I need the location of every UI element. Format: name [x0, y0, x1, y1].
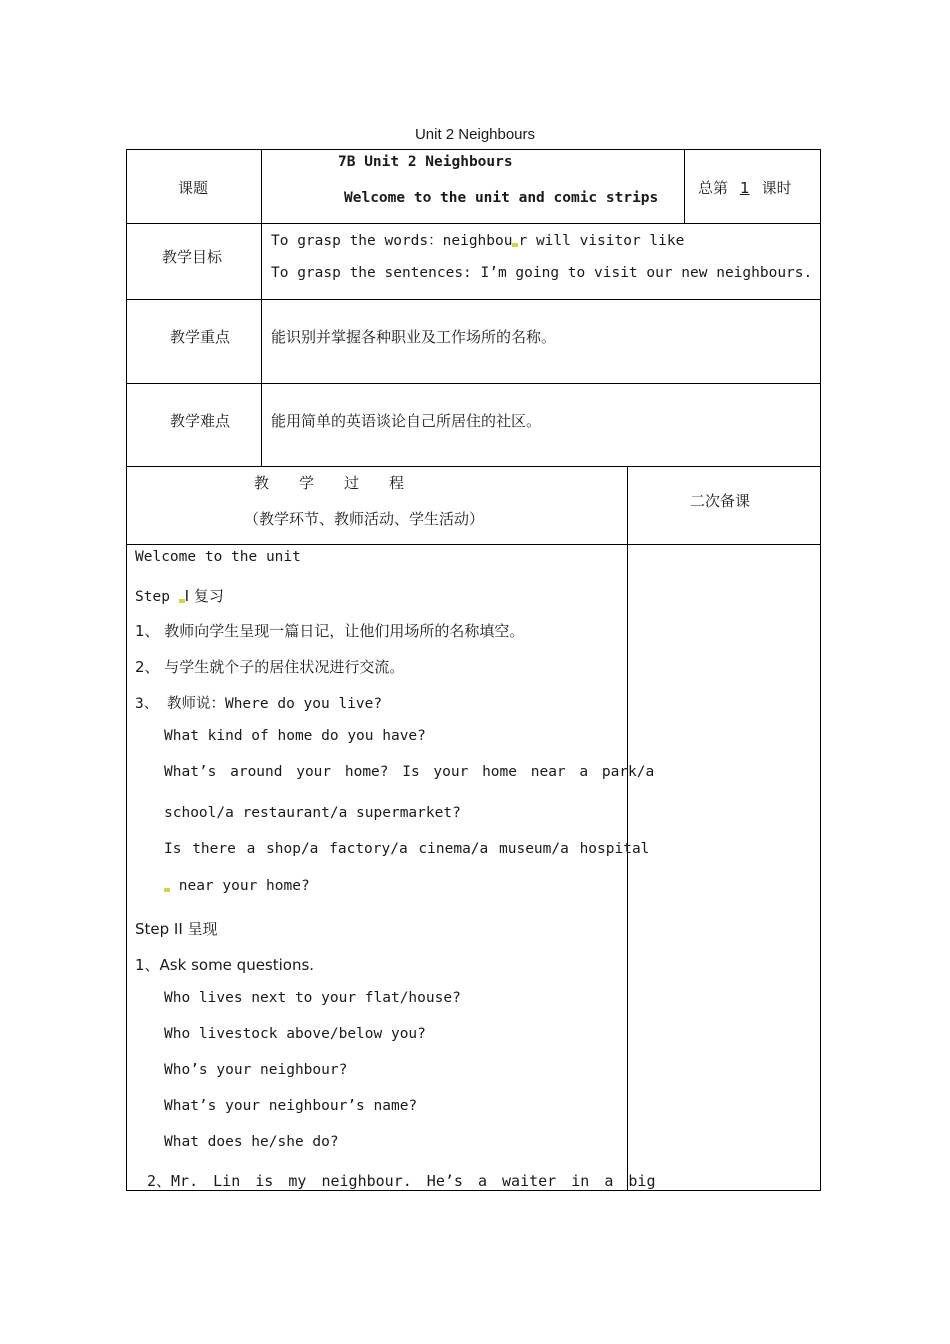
- page-title: Unit 2 Neighbours: [414, 126, 536, 143]
- period-count: 总第 1 课时: [698, 179, 792, 197]
- objectives-words: To grasp the words：neighbou r will visitor like: [271, 233, 685, 249]
- difficulties-label: 教学难点: [170, 412, 231, 430]
- second-prep-heading: 二次备课: [690, 492, 751, 510]
- content-line: 2、Mr. Lin is my neighbour. He’s a waiter in a big: [147, 1172, 656, 1190]
- content-line: school/a restaurant/a supermarket?: [164, 805, 461, 821]
- content-line: near your home?: [164, 878, 310, 894]
- content-line: What’s your neighbour’s name?: [164, 1098, 418, 1114]
- content-line: What’s around your home? Is your home near a park/a: [164, 764, 655, 780]
- content-line: Who livestock above/below you?: [164, 1026, 426, 1042]
- objectives-sentences: To grasp the sentences: I’m going to visit our new neighbours.: [271, 265, 813, 281]
- lesson-subtitle: Welcome to the unit and comic strips: [344, 190, 659, 206]
- content-line: Step I 复习: [135, 587, 224, 605]
- content-line: Is there a shop/a factory/a cinema/a museum/a hospital: [164, 841, 650, 857]
- difficulties-text: 能用简单的英语谈论自己所居住的社区。: [271, 412, 542, 430]
- content-line: Who lives next to your flat/house?: [164, 990, 461, 1006]
- lesson-title: 7B Unit 2 Neighbours: [338, 154, 513, 170]
- key-points-text: 能识别并掌握各种职业及工作场所的名称。: [271, 328, 557, 346]
- content-line: Who’s your neighbour?: [164, 1062, 348, 1078]
- content-line: What does he/she do?: [164, 1134, 339, 1150]
- content-line: 1、 教师向学生呈现一篇日记，让他们用场所的名称填空。: [135, 622, 525, 640]
- content-line: 3、 教师说：Where do you live?: [135, 696, 383, 712]
- objectives-label: 教学目标: [162, 248, 223, 266]
- content-line: Step II 呈现: [135, 920, 218, 938]
- process-subheading: （教学环节、教师活动、学生活动）: [244, 510, 485, 528]
- content-line: Welcome to the unit: [135, 549, 301, 565]
- content-line: 1、Ask some questions.: [135, 956, 315, 974]
- process-heading: 教 学 过 程: [254, 474, 405, 492]
- content-line: 2、 与学生就个子的居住状况进行交流。: [135, 658, 405, 676]
- content-line: What kind of home do you have?: [164, 728, 426, 744]
- key-points-label: 教学重点: [170, 328, 231, 346]
- topic-label: 课题: [178, 179, 209, 197]
